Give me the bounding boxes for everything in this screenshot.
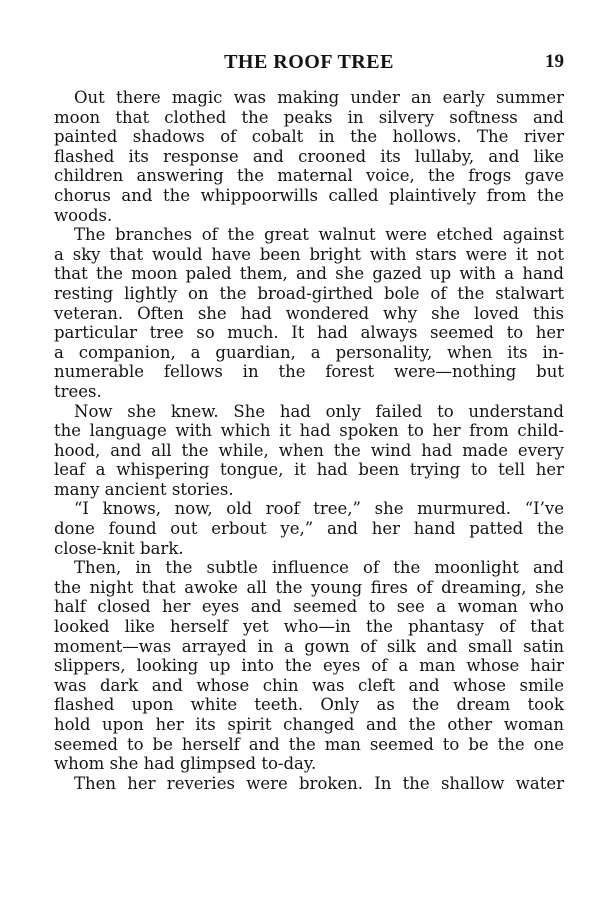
text-line: particular tree so much. It had always seemed to her xyxy=(54,323,564,343)
text-line: many ancient stories. xyxy=(54,479,234,499)
text-line: leaf a whispering tongue, it had been trying to tell her xyxy=(54,460,564,480)
text-line: veteran. Often she had wondered why she loved this xyxy=(54,303,564,323)
text-line: numerable fellows in the forest were—nothing but xyxy=(54,362,564,382)
text-line: hood, and all the while, when the wind had made every xyxy=(54,440,564,460)
text-line: done found out erbout ye,” and her hand patted the xyxy=(54,519,564,539)
text-line: Now she knew. She had only failed to understand xyxy=(74,401,564,421)
page-number: 19 xyxy=(545,51,564,72)
body-text xyxy=(54,88,564,793)
text-line: whom she had glimpsed to-day. xyxy=(54,754,317,774)
text-line: close-knit bark. xyxy=(54,538,184,558)
text-line: moment—was arrayed in a gown of silk and small satin xyxy=(54,636,564,656)
text-line: trees. xyxy=(54,381,102,401)
text-line: “I knows, now, old roof tree,” she murmured. “I’ve xyxy=(74,499,564,519)
text-line: flashed upon white teeth. Only as the dream took xyxy=(54,695,564,715)
text-line: flashed its response and crooned its lullaby, and like xyxy=(54,146,564,166)
text-line: woods. xyxy=(54,205,113,225)
text-line: hold upon her its spirit changed and the other woman xyxy=(54,715,564,734)
text-line: Out there magic was making under an early summer xyxy=(74,88,564,107)
text-line: Then, in the subtle influence of the moonlight and xyxy=(74,558,564,578)
text-line: the language with which it had spoken to her from child- xyxy=(54,421,564,441)
text-line: half closed her eyes and seemed to see a woman who xyxy=(54,597,564,617)
text-line: Then her reveries were broken. In the shallow water xyxy=(74,773,564,793)
text-line: slippers, looking up into the eyes of a man whose hair xyxy=(54,656,564,676)
text-line: a companion, a guardian, a personality, when its in- xyxy=(54,342,564,362)
page-header xyxy=(54,51,564,77)
text-line: looked like herself yet who—in the phantasy of that xyxy=(54,617,564,637)
text-line: moon that clothed the peaks in silvery softness and xyxy=(54,107,564,127)
text-line: painted shadows of cobalt in the hollows. The river xyxy=(54,127,564,147)
text-line: seemed to be herself and the man seemed to be the one xyxy=(54,734,564,754)
running-title: THE ROOF TREE xyxy=(224,51,394,73)
text-line: the night that awoke all the young fires of dreaming, she xyxy=(54,577,564,597)
text-line: that the moon paled them, and she gazed up with a hand xyxy=(54,264,564,284)
text-line: chorus and the whippoorwills called plaintively from the xyxy=(54,185,564,205)
text-line: a sky that would have been bright with stars were it not xyxy=(54,244,564,264)
text-line: was dark and whose chin was cleft and whose smile xyxy=(54,675,564,695)
text-line: children answering the maternal voice, the frogs gave xyxy=(54,166,564,186)
text-line: resting lightly on the broad-girthed bole of the stalwart xyxy=(54,283,564,303)
text-line: The branches of the great walnut were etched against xyxy=(74,225,564,245)
